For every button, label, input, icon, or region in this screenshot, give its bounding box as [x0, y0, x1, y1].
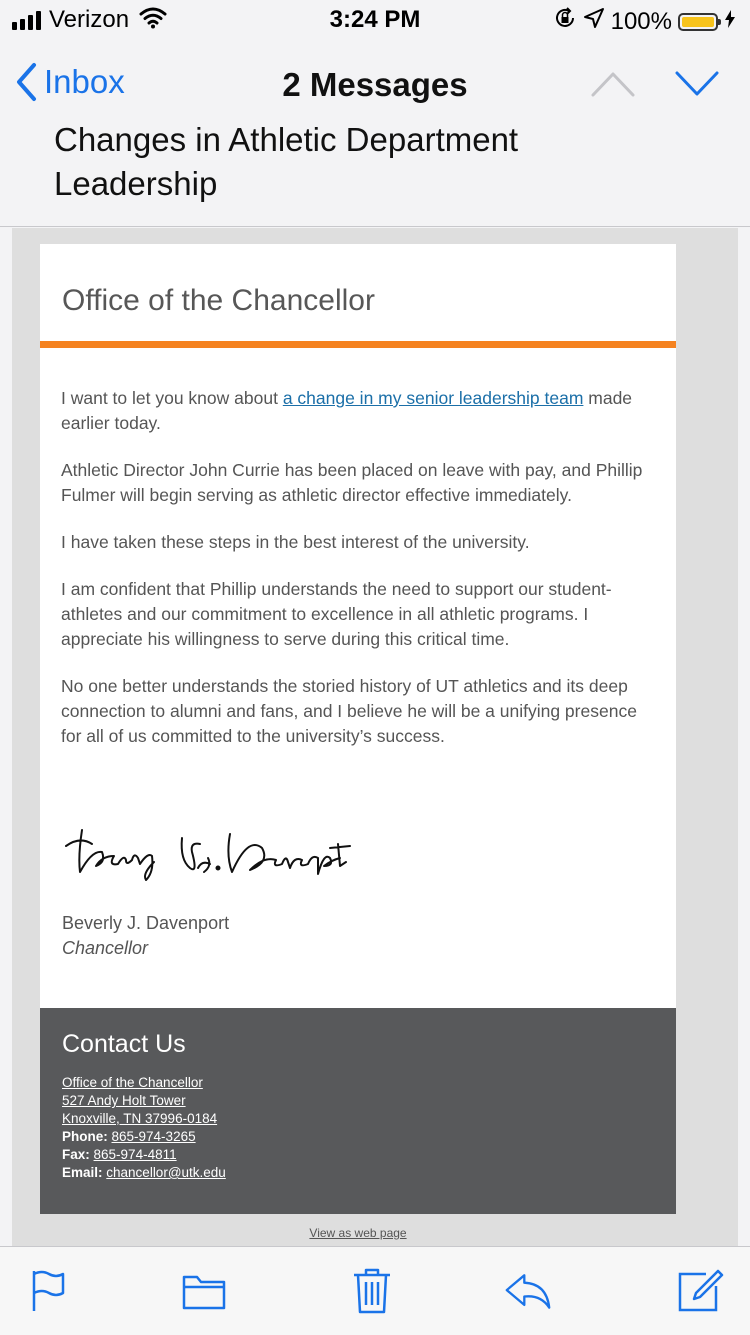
email-card — [40, 244, 676, 1214]
next-message-button[interactable] — [674, 70, 720, 103]
signature-image — [62, 816, 362, 891]
flag-button[interactable] — [24, 1267, 72, 1315]
flag-icon — [28, 1269, 68, 1313]
contact-fax-row — [62, 1146, 226, 1164]
reply-icon — [504, 1271, 552, 1311]
contact-email-row — [62, 1164, 226, 1182]
contact-office-link[interactable]: Office of the Chancellor — [62, 1075, 203, 1090]
email-header-title: Office of the Chancellor — [62, 284, 375, 317]
phone-label: Phone: — [62, 1129, 108, 1144]
rotation-lock-icon — [553, 6, 577, 37]
header-accent-bar — [40, 341, 676, 348]
email-subject: Changes in Athletic Department Leadership — [54, 121, 519, 202]
intro-text: I want to let you know about — [61, 388, 283, 408]
email-link[interactable]: chancellor@utk.edu — [106, 1165, 226, 1180]
compose-button[interactable] — [676, 1267, 724, 1315]
clock: 3:24 PM — [329, 6, 421, 33]
contact-details — [62, 1074, 226, 1182]
battery-icon — [678, 13, 718, 31]
contact-address-line2[interactable]: Knoxville, TN 37996-0184 — [62, 1111, 218, 1126]
nav-bar — [0, 48, 750, 118]
leadership-change-link[interactable]: a change in my senior leadership team — [282, 388, 584, 408]
email-body-text — [61, 386, 661, 771]
bottom-toolbar — [0, 1246, 750, 1335]
trash-icon — [352, 1267, 392, 1315]
phone-link[interactable]: 865-974-3265 — [111, 1129, 196, 1144]
charging-icon — [724, 8, 736, 36]
contact-address-line1[interactable]: 527 Andy Holt Tower — [62, 1093, 186, 1108]
header-divider — [0, 226, 750, 227]
intro-text-end: made earlier today. — [61, 388, 633, 433]
body-paragraph: I have taken these steps in the best interest of the university. — [61, 532, 530, 552]
previous-message-button[interactable] — [590, 70, 636, 103]
intro-paragraph — [61, 386, 661, 436]
back-label: Inbox — [44, 63, 125, 100]
body-paragraph: I am confident that Phillip understands the need to support our student-athletes and our commitment to excellence in all athletic programs. I appreciate his willingness to serve during this critical time. — [61, 579, 612, 649]
signer-title: Chancellor — [62, 938, 149, 958]
location-icon — [583, 7, 605, 36]
battery-percent: 100% — [610, 7, 672, 35]
signer-name: Beverly J. Davenport — [62, 913, 230, 933]
status-bar — [0, 0, 750, 40]
fax-label: Fax: — [62, 1147, 90, 1162]
nav-title: 2 Messages — [282, 66, 468, 103]
email-label: Email: — [62, 1165, 103, 1180]
carrier-name: Verizon — [49, 6, 130, 33]
contact-heading: Contact Us — [62, 1030, 186, 1058]
compose-icon — [676, 1268, 724, 1314]
body-paragraph: Athletic Director John Currie has been placed on leave with pay, and Phillip Fulmer will begin serving as athletic director effective immediately. — [61, 460, 643, 505]
chevron-up-icon — [590, 70, 636, 98]
body-paragraph: No one better understands the storied history of UT athletics and its deep connection to alumni and fans, and I believe he will be a unifying presence for all of us committed to the university’s success. — [61, 676, 637, 746]
trash-button[interactable] — [348, 1267, 396, 1315]
folder-icon — [181, 1271, 227, 1311]
status-right — [553, 6, 736, 37]
contact-phone-row — [62, 1128, 226, 1146]
fax-link[interactable]: 865-974-4811 — [93, 1147, 177, 1162]
contact-footer — [40, 1008, 676, 1214]
chevron-down-icon — [674, 70, 720, 98]
reply-button[interactable] — [504, 1267, 552, 1315]
view-as-web-page-link[interactable]: View as web page — [309, 1226, 407, 1240]
move-to-folder-button[interactable] — [180, 1267, 228, 1315]
